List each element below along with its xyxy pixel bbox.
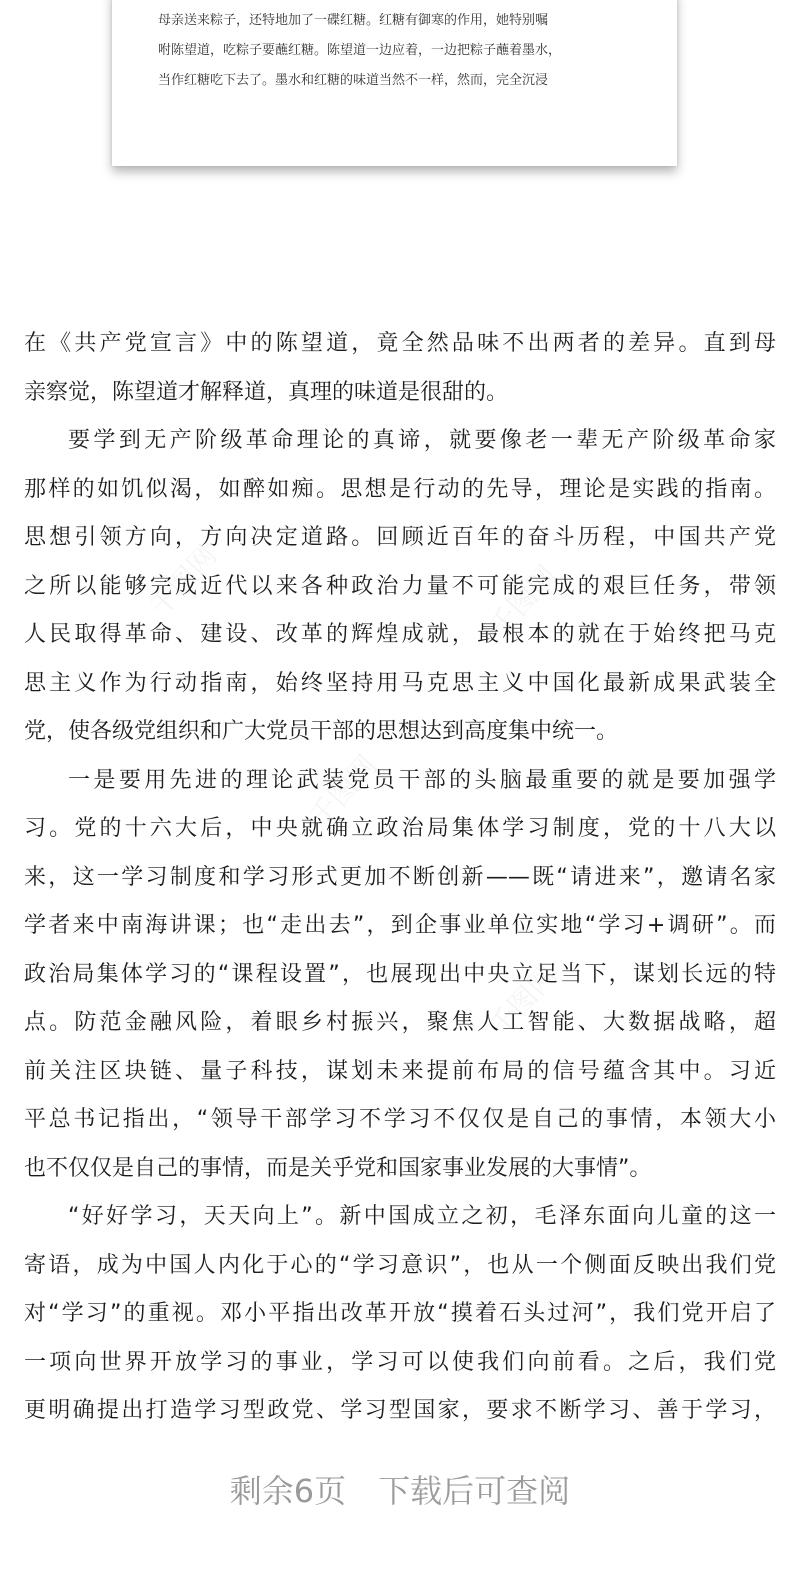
- document-body: [24, 320, 776, 1436]
- paragraph-line: 思主义作为行动指南，始终坚持用马克思主义中国化最新成果武装全: [24, 670, 776, 696]
- paragraph-line: 习。党的十六大后，中央就确立政治局集体学习制度，党的十八大以: [24, 816, 776, 841]
- preview-line: 当作红糖吃下去了。墨水和红糖的味道当然不一样，然而，完全沉浸: [158, 73, 549, 88]
- paragraph-line: “好好学习，天天向上”。新中国成立之初，毛泽东面向儿童的这一: [68, 1204, 776, 1229]
- paragraph-line: 来，这一学习制度和学习形式更加不断创新——既“请进来”，邀请名家: [24, 864, 776, 890]
- download-label: 下载后可查阅: [378, 1472, 571, 1510]
- paragraph-line: 点。防范金融风险，着眼乡村振兴，聚焦人工智能、大数据战略，超: [24, 1010, 776, 1035]
- download-to-read-more-button[interactable]: [0, 1466, 800, 1516]
- previous-page-preview: [112, 0, 677, 166]
- paragraph-line: 一项向世界开放学习的事业，学习可以使我们向前看。之后，我们党: [24, 1349, 776, 1375]
- preview-line: 母亲送来粽子，还特地加了一碟红糖。红糖有御寒的作用，她特别嘱: [158, 13, 549, 28]
- paragraph-line: 也不仅仅是自己的事情，而是关乎党和国家事业发展的大事情”。: [24, 1155, 652, 1181]
- paragraph-line: 学者来中南海讲课；也“走出去”，到企事业单位实地“学习+调研”。而: [24, 913, 776, 938]
- paragraph-line: 在《共产党宣言》中的陈望道，竟全然品味不出两者的差异。直到母: [24, 331, 776, 356]
- paragraph-line: 要学到无产阶级革命理论的真谛，就要像老一辈无产阶级革命家: [68, 428, 776, 453]
- paragraph-line: 一是要用先进的理论武装党员干部的头脑最重要的就是要加强学: [68, 767, 776, 793]
- paragraph-line: 更明确提出打造学习型政党、学习型国家，要求不断学习、善于学习，: [24, 1398, 776, 1423]
- paragraph-line: 党，使各级党组织和广大党员干部的思想达到高度集中统一。: [24, 719, 619, 744]
- paragraph-line: 之所以能够完成近代以来各种政治力量不可能完成的艰巨任务，带领: [24, 573, 776, 599]
- paragraph-line: 人民取得革命、建设、改革的辉煌成就，最根本的就在于始终把马克: [24, 622, 776, 647]
- paragraph-line: 寄语，成为中国人内化于心的“学习意识”，也从一个侧面反映出我们党: [24, 1252, 776, 1278]
- paragraph-line: 对“学习”的重视。邓小平指出改革开放“摸着石头过河”，我们党开启了: [24, 1301, 776, 1326]
- remaining-pages-label: 剩余6页: [229, 1472, 347, 1510]
- paragraph-line: 前关注区块链、量子科技，谋划未来提前布局的信号蕴含其中。习近: [24, 1058, 776, 1084]
- paragraph-line: 那样的如饥似渴，如醉如痴。思想是行动的先导，理论是实践的指南。: [24, 476, 776, 502]
- paragraph-line: 政治局集体学习的“课程设置”，也展现出中央立足当下，谋划长远的特: [24, 961, 776, 987]
- paragraph-line: 思想引领方向，方向决定道路。回顾近百年的奋斗历程，中国共产党: [24, 525, 776, 550]
- preview-line: 咐陈望道，吃粽子要蘸红糖。陈望道一边应着，一边把粽子蘸着墨水，: [158, 43, 562, 58]
- paragraph-line: 平总书记指出，“领导干部学习不学习不仅仅是自己的事情，本领大小: [24, 1107, 776, 1132]
- paragraph-line: 亲察觉，陈望道才解释道，真理的味道是很甜的。: [24, 379, 509, 405]
